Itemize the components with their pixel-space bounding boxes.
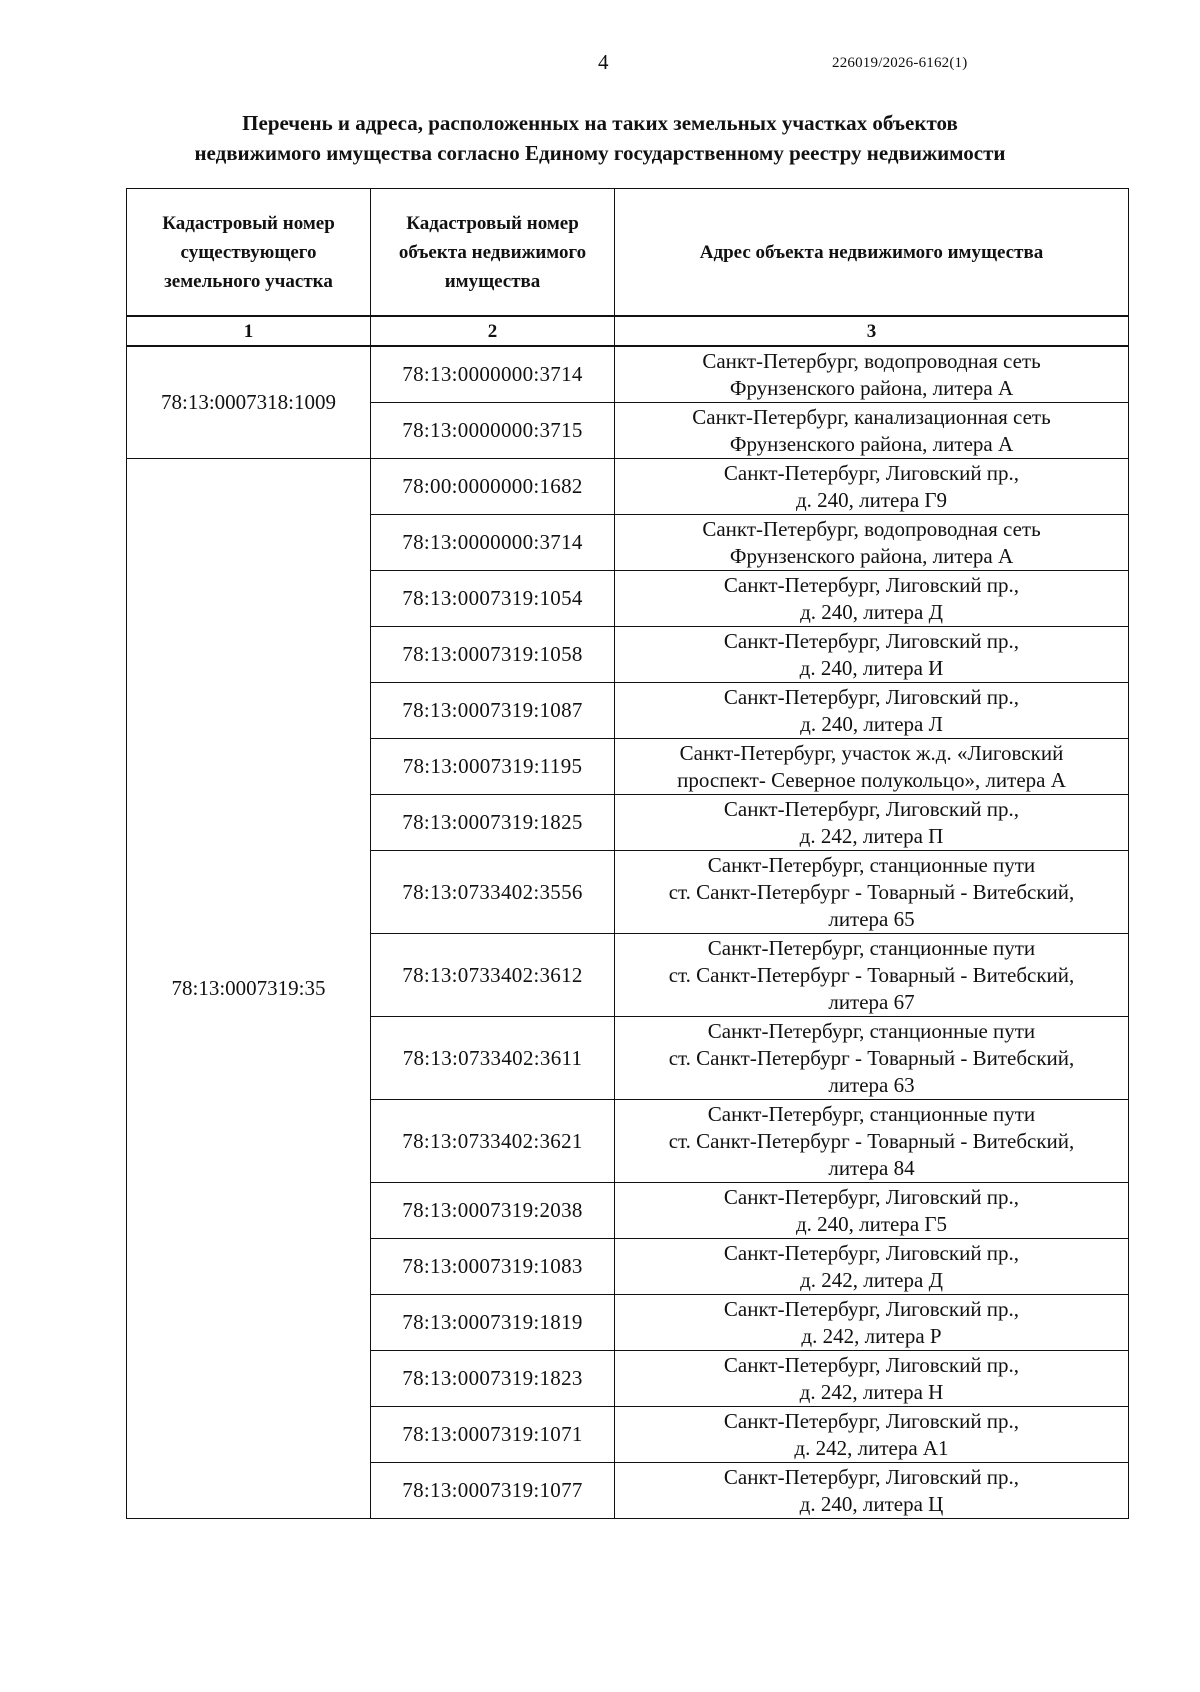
address-line: Санкт-Петербург, Лиговский пр., [723, 460, 1020, 485]
address-line: Фрунзенского района, литера А [729, 375, 1014, 400]
address-line: Санкт-Петербург, станционные пути [707, 935, 1036, 960]
address-line: Санкт-Петербург, участок ж.д. «Лиговский [679, 740, 1064, 765]
object-cadastral-number: 78:13:0007319:1819 [371, 1295, 615, 1351]
object-cadastral-number: 78:13:0000000:3714 [371, 515, 615, 571]
object-cadastral-number: 78:00:0000000:1682 [371, 459, 615, 515]
address-line: Санкт-Петербург, станционные пути [707, 852, 1036, 877]
address-line: д. 240, литера Г5 [795, 1211, 948, 1236]
object-address [615, 346, 1129, 403]
object-address [615, 1351, 1129, 1407]
address-line: д. 240, литера И [799, 655, 944, 680]
object-address [615, 1463, 1129, 1519]
column-number: 2 [371, 316, 615, 346]
object-address [615, 934, 1129, 1017]
address-line: ст. Санкт-Петербург - Товарный - Витебский, [668, 1128, 1075, 1153]
address-line: Санкт-Петербург, станционные пути [707, 1101, 1036, 1126]
address-line: д. 242, литера Н [799, 1379, 944, 1404]
address-line: Санкт-Петербург, водопроводная сеть [702, 516, 1041, 541]
object-cadastral-number: 78:13:0733402:3612 [371, 934, 615, 1017]
title-line: Перечень и адреса, расположенных на таких земельных участках объектов [242, 111, 958, 135]
object-cadastral-number: 78:13:0000000:3715 [371, 403, 615, 459]
object-cadastral-number: 78:13:0007319:2038 [371, 1183, 615, 1239]
object-cadastral-number: 78:13:0007319:1823 [371, 1351, 615, 1407]
address-line: литера 84 [828, 1155, 915, 1180]
object-address [615, 1183, 1129, 1239]
address-line: Санкт-Петербург, Лиговский пр., [723, 684, 1020, 709]
address-line: литера 63 [828, 1072, 915, 1097]
address-line: Санкт-Петербург, Лиговский пр., [723, 1352, 1020, 1377]
object-cadastral-number: 78:13:0007319:1077 [371, 1463, 615, 1519]
document-title [100, 108, 1100, 168]
column-number: 1 [127, 316, 371, 346]
address-line: ст. Санкт-Петербург - Товарный - Витебский, [668, 879, 1075, 904]
address-line: Фрунзенского района, литера А [729, 431, 1014, 456]
address-line: Санкт-Петербург, станционные пути [707, 1018, 1036, 1043]
column-header: Кадастровый номер существующего земельного участка [127, 189, 371, 317]
object-cadastral-number: 78:13:0007319:1083 [371, 1239, 615, 1295]
address-line: д. 240, литера Л [800, 711, 943, 736]
object-address [615, 1239, 1129, 1295]
address-line: Санкт-Петербург, водопроводная сеть [702, 348, 1041, 373]
address-line: д. 240, литера Г9 [795, 487, 948, 512]
address-line: ст. Санкт-Петербург - Товарный - Витебский, [668, 962, 1075, 987]
address-line: д. 240, литера Ц [799, 1491, 944, 1516]
address-line: проспект- Северное полукольцо», литера А [677, 767, 1066, 792]
column-header: Кадастровый номер объекта недвижимого имущества [371, 189, 615, 317]
object-address [615, 683, 1129, 739]
object-cadastral-number: 78:13:0007319:1054 [371, 571, 615, 627]
object-address [615, 795, 1129, 851]
table-row [127, 459, 1129, 515]
address-line: Санкт-Петербург, Лиговский пр., [723, 796, 1020, 821]
land-plot-cadastral-number: 78:13:0007319:35 [127, 459, 371, 1519]
address-line: д. 242, литера П [799, 823, 944, 848]
object-address [615, 1407, 1129, 1463]
address-line: Санкт-Петербург, Лиговский пр., [723, 1464, 1020, 1489]
object-cadastral-number: 78:13:0733402:3556 [371, 851, 615, 934]
address-line: д. 242, литера А1 [794, 1435, 949, 1460]
address-line: литера 65 [828, 906, 915, 931]
address-line: д. 242, литера Р [801, 1323, 942, 1348]
object-cadastral-number: 78:13:0007319:1825 [371, 795, 615, 851]
title-line: недвижимого имущества согласно Единому государственному реестру недвижимости [194, 141, 1006, 165]
object-cadastral-number: 78:13:0007319:1195 [371, 739, 615, 795]
address-line: Фрунзенского района, литера А [729, 543, 1014, 568]
column-header: Адрес объекта недвижимого имущества [615, 189, 1129, 317]
object-cadastral-number: 78:13:0007319:1087 [371, 683, 615, 739]
object-address [615, 1295, 1129, 1351]
address-line: Санкт-Петербург, Лиговский пр., [723, 1240, 1020, 1265]
property-table [126, 188, 1129, 1519]
document-code: 226019/2026-6162(1) [832, 55, 968, 71]
object-address [615, 1100, 1129, 1183]
address-line: Санкт-Петербург, Лиговский пр., [723, 572, 1020, 597]
page-number: 4 [598, 50, 609, 74]
object-address [615, 515, 1129, 571]
table-row [127, 346, 1129, 403]
address-line: Санкт-Петербург, Лиговский пр., [723, 1184, 1020, 1209]
object-address [615, 1017, 1129, 1100]
address-line: д. 242, литера Д [800, 1267, 943, 1292]
address-line: Санкт-Петербург, Лиговский пр., [723, 628, 1020, 653]
land-plot-cadastral-number: 78:13:0007318:1009 [127, 346, 371, 459]
address-line: Санкт-Петербург, Лиговский пр., [723, 1296, 1020, 1321]
address-line: д. 240, литера Д [800, 599, 943, 624]
object-cadastral-number: 78:13:0000000:3714 [371, 346, 615, 403]
table-body [127, 346, 1129, 1519]
object-address [615, 851, 1129, 934]
object-address [615, 739, 1129, 795]
object-address [615, 571, 1129, 627]
object-cadastral-number: 78:13:0007319:1058 [371, 627, 615, 683]
object-cadastral-number: 78:13:0007319:1071 [371, 1407, 615, 1463]
table-header-row [127, 189, 1129, 317]
address-line: Санкт-Петербург, Лиговский пр., [723, 1408, 1020, 1433]
object-cadastral-number: 78:13:0733402:3621 [371, 1100, 615, 1183]
address-line: ст. Санкт-Петербург - Товарный - Витебский, [668, 1045, 1075, 1070]
object-cadastral-number: 78:13:0733402:3611 [371, 1017, 615, 1100]
column-number: 3 [615, 316, 1129, 346]
object-address [615, 627, 1129, 683]
object-address [615, 403, 1129, 459]
object-address [615, 459, 1129, 515]
column-number-row [127, 316, 1129, 346]
address-line: литера 67 [828, 989, 915, 1014]
address-line: Санкт-Петербург, канализационная сеть [692, 404, 1051, 429]
